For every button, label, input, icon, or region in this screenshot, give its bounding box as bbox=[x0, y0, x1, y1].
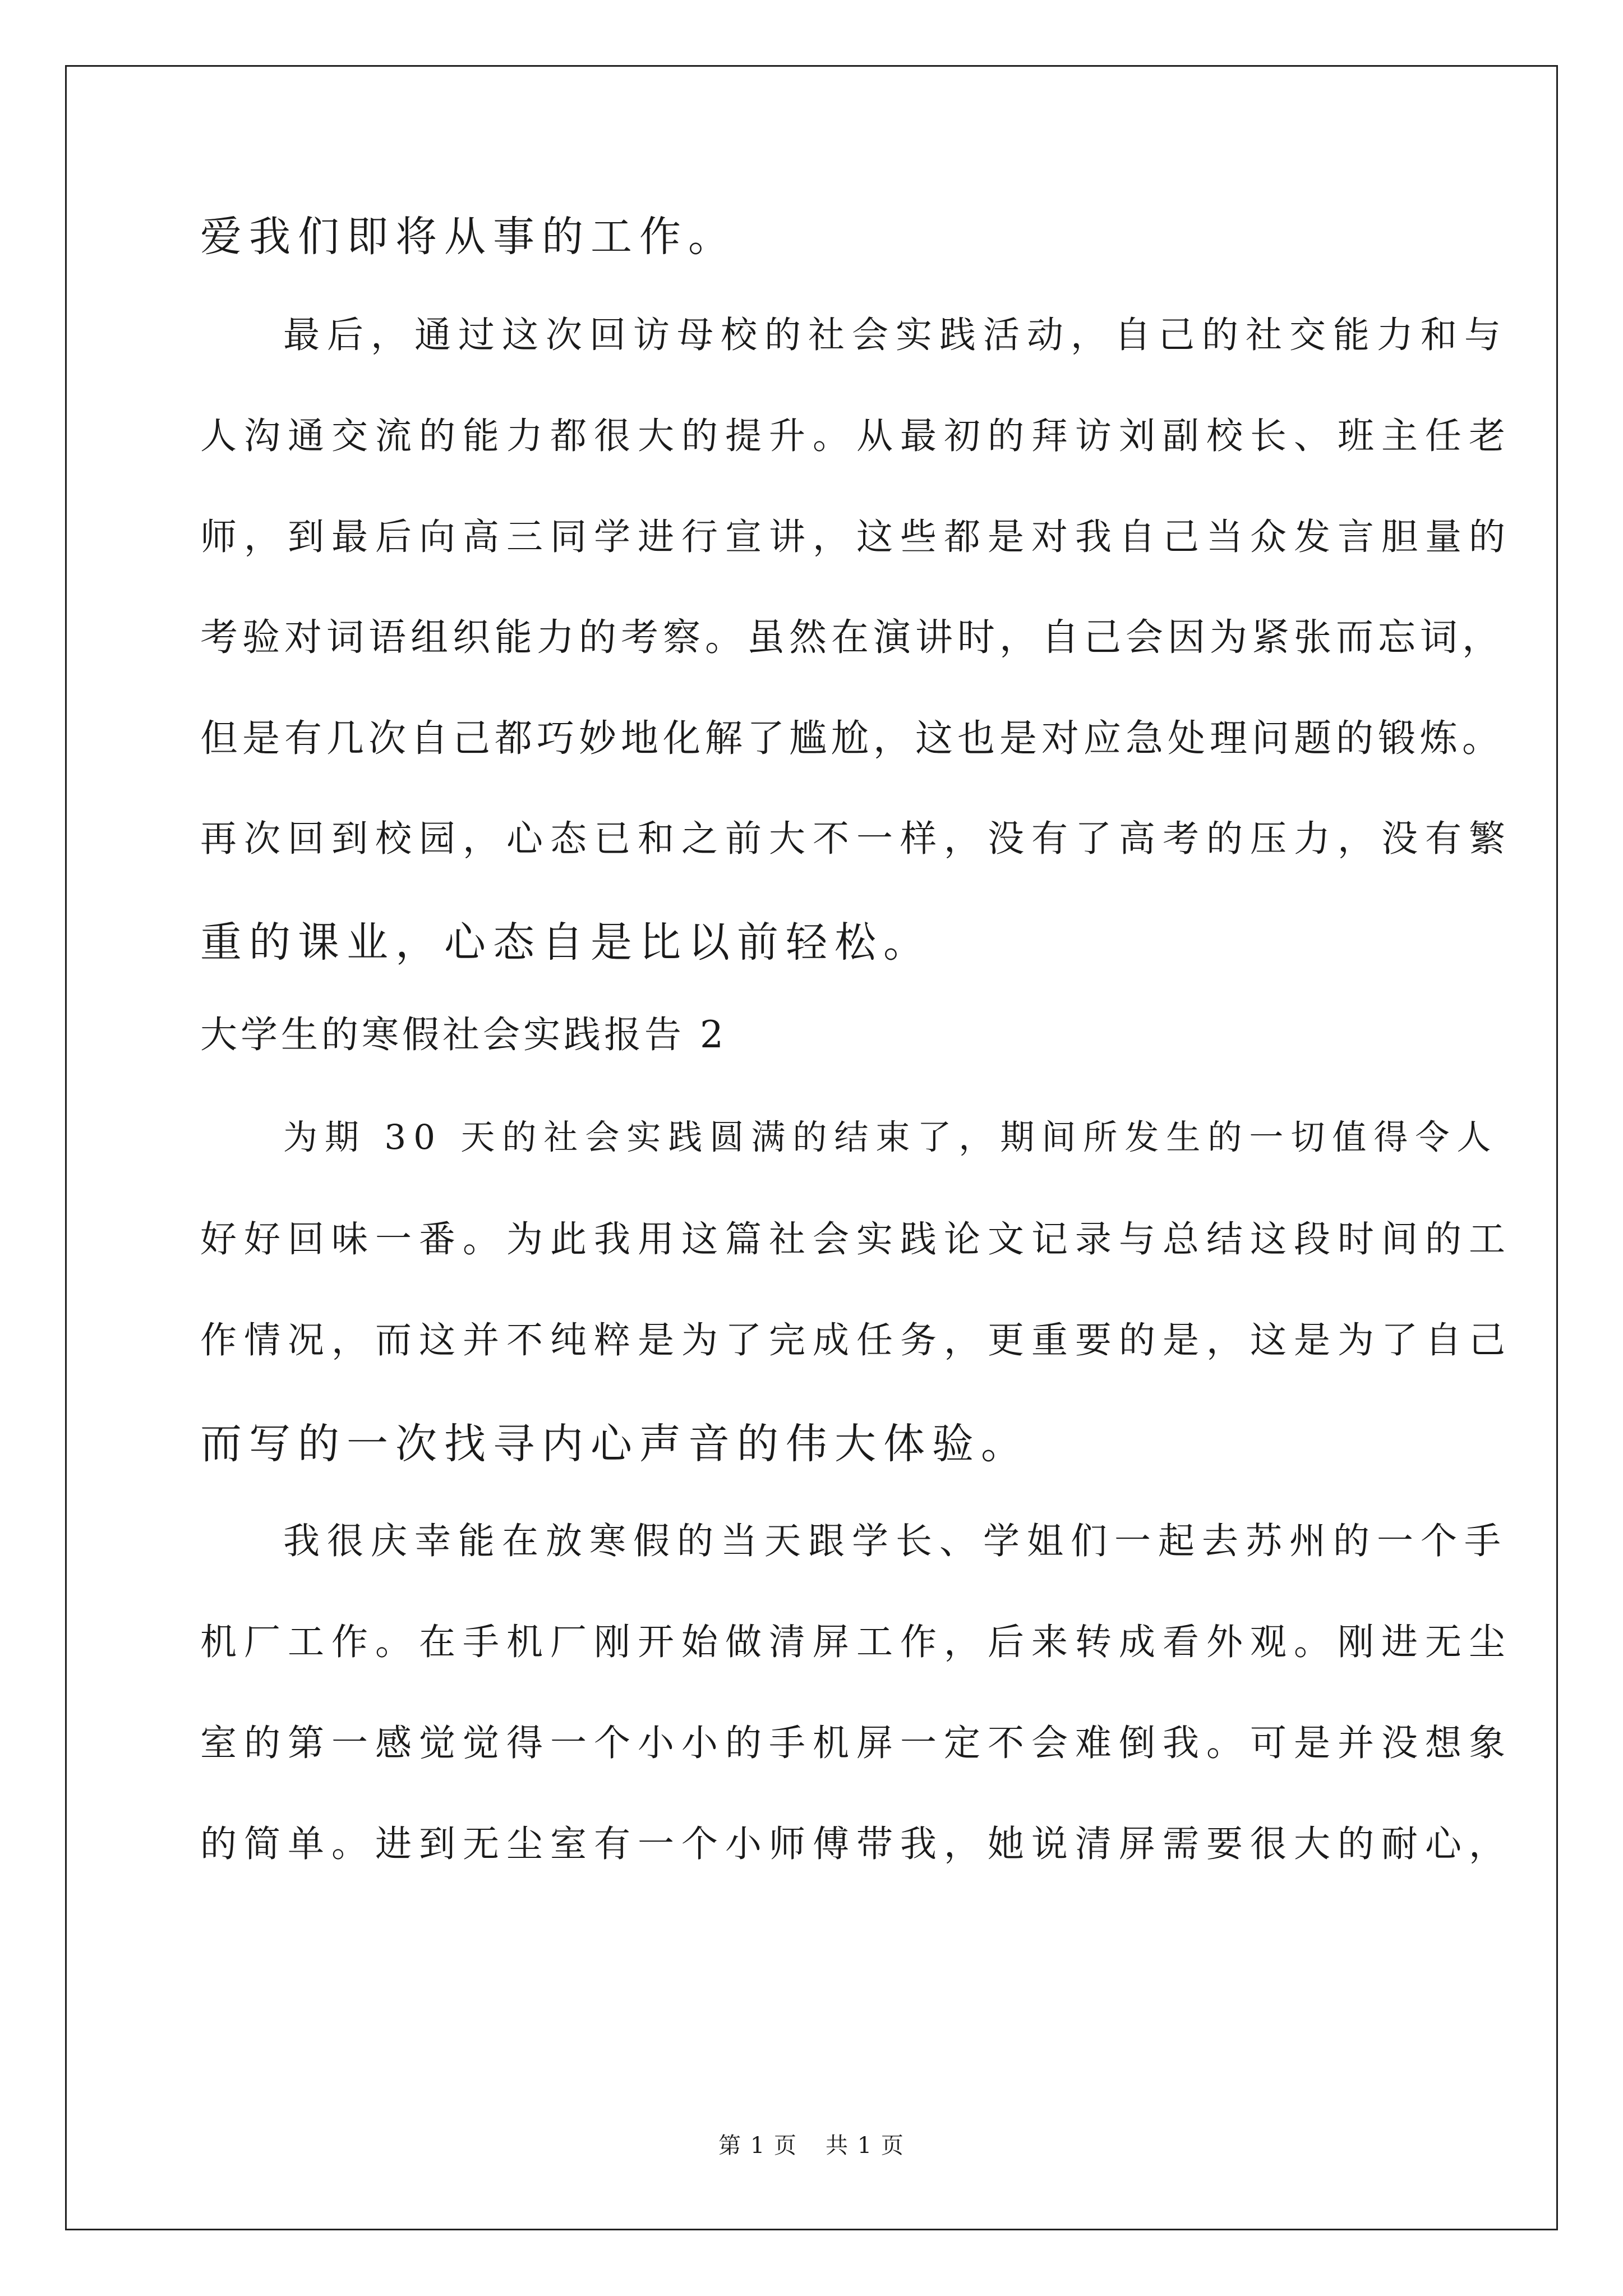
text-line: 人沟通交流的能力都很大的提升。从最初的拜访刘副校长、班主任老 bbox=[200, 415, 1513, 457]
text-line: 爱我们即将从事的工作。 bbox=[200, 213, 737, 261]
text-line: 考验对词语组织能力的考察。虽然在演讲时，自己会因为紧张而忘词， bbox=[200, 615, 1504, 659]
text-line: 作情况，而这并不纯粹是为了完成任务，更重要的是，这是为了自己 bbox=[200, 1319, 1513, 1361]
text-line: 我很庆幸能在放寒假的当天跟学长、学姐们一起去苏州的一个手 bbox=[283, 1520, 1509, 1562]
text-line: 好好回味一番。为此我用这篇社会实践论文记录与总结这段时间的工 bbox=[200, 1218, 1513, 1260]
text-line: 为期 30 天的社会实践圆满的结束了，期间所发生的一切值得令人 bbox=[283, 1117, 1498, 1157]
text-line: 室的第一感觉觉得一个小小的手机屏一定不会难倒我。可是并没想象 bbox=[200, 1722, 1513, 1764]
text-line: 的简单。进到无尘室有一个小师傅带我，她说清屏需要很大的耐心， bbox=[200, 1823, 1513, 1865]
text-line: 而写的一次找寻内心声音的伟大体验。 bbox=[200, 1420, 1030, 1468]
page-total: 共 1 页 bbox=[826, 2133, 905, 2159]
text-line: 重的课业，心态自是比以前轻松。 bbox=[200, 918, 932, 967]
section-heading: 大学生的寒假社会实践报告 2 bbox=[200, 1013, 727, 1056]
text-line: 但是有几次自己都巧妙地化解了尴尬，这也是对应急处理问题的锻炼。 bbox=[200, 716, 1504, 760]
text-line: 机厂工作。在手机厂刚开始做清屏工作，后来转成看外观。刚进无尘 bbox=[200, 1621, 1513, 1663]
page-footer bbox=[0, 2134, 1623, 2157]
text-line: 最后，通过这次回访母校的社会实践活动，自己的社交能力和与 bbox=[283, 314, 1509, 356]
page-number: 第 1 页 bbox=[718, 2133, 797, 2159]
text-line: 师，到最后向高三同学进行宣讲，这些都是对我自己当众发言胆量的 bbox=[200, 516, 1513, 558]
text-line: 再次回到校园，心态已和之前大不一样，没有了高考的压力，没有繁 bbox=[200, 818, 1513, 860]
